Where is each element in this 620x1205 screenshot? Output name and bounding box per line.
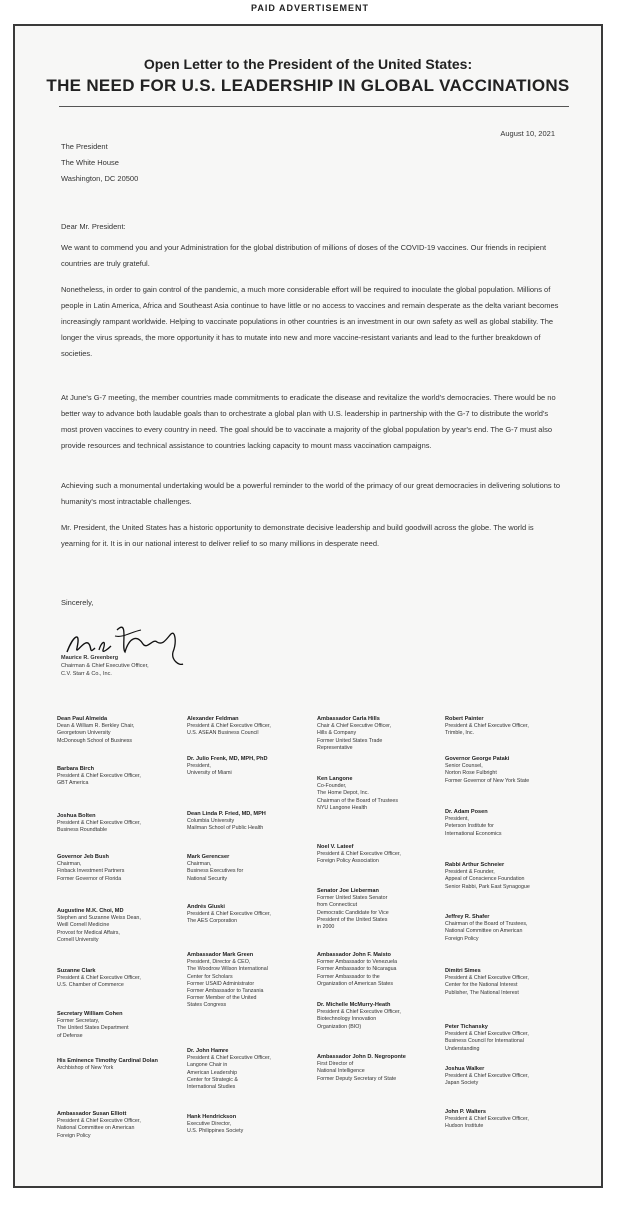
title-rule xyxy=(59,106,569,107)
signatory-name: Secretary William Cohen xyxy=(57,1011,123,1017)
signatory xyxy=(187,1048,317,1091)
signatory-affiliation: NYU Langone Health xyxy=(317,804,368,811)
signatory-affiliation: Foreign Policy xyxy=(57,1132,91,1139)
paragraph-text: Nonetheless, in order to gain control of the pandemic, a much more considerable effort will be required to inoculate the global population. Millions of people in Latin America, Africa and Southeast Asia continue to have little or no access to vaccines and remain desperate as the delta variant becomes increasingly rampant worldwide. Helping to vaccinate populations in other countries is an investment in our own safety as well as global stability. The longer the virus spreads, the more opportunity it has to mutate into new and more vaccine-resistant variants and lead to the further breakdown of societies. xyxy=(61,285,559,358)
signatory-affiliation: Business Executives for xyxy=(187,868,244,875)
signatory xyxy=(57,908,187,944)
signatory-affiliation: International Studies xyxy=(187,1084,236,1091)
signatory-affiliation: Hills & Company xyxy=(317,730,357,737)
signatory-affiliation: President & Chief Executive Officer, xyxy=(445,975,529,982)
signatory-affiliation: Foreign Policy xyxy=(445,935,479,942)
signatory-affiliation: Archbishop of New York xyxy=(57,1065,114,1072)
signatory-affiliation: Former Deputy Secretary of State xyxy=(317,1075,397,1082)
signatory-affiliation: Japan Society xyxy=(445,1080,479,1087)
signatory-affiliation: President & Chief Executive Officer, xyxy=(317,851,401,858)
signatory-affiliation: Foreign Policy Association xyxy=(317,858,379,865)
signatory-affiliation: First Director of xyxy=(317,1061,354,1068)
signatory xyxy=(317,888,447,931)
signatory-affiliation: President & Chief Executive Officer, xyxy=(57,773,141,780)
signatory-affiliation: President, xyxy=(445,816,469,823)
signatory-affiliation: American Leadership xyxy=(187,1069,238,1076)
signatory-affiliation: Former Ambassador to Tanzania xyxy=(187,988,264,995)
signatory-affiliation: President, Director & CEO, xyxy=(187,959,251,966)
signatory-affiliation: President & Founder, xyxy=(445,869,495,876)
signatory-affiliation: Cornell University xyxy=(57,936,99,943)
signatory-affiliation: Publisher, The National Interest xyxy=(445,989,519,996)
signatory-affiliation: Senior Rabbi, Park East Synagogue xyxy=(445,883,530,890)
signatory-affiliation: Chairman of the Board of Trustees xyxy=(317,797,398,804)
signatory-affiliation: President & Chief Executive Officer, xyxy=(187,1055,271,1062)
signatory-affiliation: Mailman School of Public Health xyxy=(187,825,264,832)
signatory-affiliation: The United States Department xyxy=(57,1025,129,1032)
signatory-affiliation: Former Secretary, xyxy=(57,1018,100,1025)
recipient-address xyxy=(61,139,138,187)
signatory xyxy=(57,1011,187,1040)
signatory-name: John P. Walters xyxy=(445,1109,487,1115)
signatory xyxy=(187,952,317,1010)
body-paragraph xyxy=(61,240,561,272)
signatory-affiliation: Hudson Institute xyxy=(445,1123,484,1130)
signatory-affiliation: The AES Corporation xyxy=(187,918,238,925)
signatory-affiliation: Norton Rose Fulbright xyxy=(445,770,497,777)
signatory-affiliation: Former Ambassador to Venezuela xyxy=(317,959,398,966)
body-paragraph xyxy=(61,390,561,454)
body-paragraph xyxy=(61,478,561,510)
signatory xyxy=(445,756,575,785)
signatory-affiliation: U.S. Philippines Society xyxy=(187,1128,244,1135)
signatory-name: Robert Painter xyxy=(445,716,484,722)
signatory-affiliation: Peterson Institute for xyxy=(445,823,494,830)
paragraph-text: Mr. President, the United States has a historic opportunity to demonstrate decisive leadership and build goodwill across the globe. The world is yearning for it. It is in our national interest to deliver relief to so many millions in desperate need. xyxy=(61,523,534,548)
signatory-affiliation: President & Chief Executive Officer, xyxy=(187,911,271,918)
signatory-name: Hank Hendrickson xyxy=(187,1114,237,1120)
signatory xyxy=(445,968,575,997)
signatory-name: Ambassador Mark Green xyxy=(187,952,254,958)
address-line: Washington, DC 20500 xyxy=(61,174,139,183)
signatory-affiliation: McDonough School of Business xyxy=(57,737,133,744)
signatory-affiliation: Co-Founder, xyxy=(317,783,347,790)
signatory-affiliation: of Defense xyxy=(57,1032,83,1039)
signatory xyxy=(317,1002,447,1031)
signatory-name: Augustine M.K. Choi, MD xyxy=(57,908,124,914)
signatory-name: Ambassador John D. Negroponte xyxy=(317,1054,406,1060)
signatory-affiliation: Provost for Medical Affairs, xyxy=(57,929,120,936)
signatory xyxy=(57,813,187,835)
address-line: The President xyxy=(61,142,108,151)
paragraph-text: We want to commend you and your Administration for the global distribution of millions of doses of the COVID-19 vaccines. Our friends in recipient countries are truly grateful. xyxy=(61,243,547,268)
paragraph-text: At June's G-7 meeting, the member countries made commitments to eradicate the disease and revitalize the world's democracies. There would be no better way to advance both laudable goals than to orchestrate a global plan with U.S. leadership in partnership with the G-7 to distribute the world's most proven vaccines to every country in need. The goal should be to vaccinate a majority of the global population by year's end. The G-7 must also provide resources and technical assistance to countries lacking capacity to mount mass vaccination campaigns. xyxy=(61,393,556,450)
signatory-affiliation: Chair & Chief Executive Officer, xyxy=(317,723,392,730)
letter-frame xyxy=(13,24,603,1188)
signatory-affiliation: Democratic Candidate for Vice xyxy=(317,909,389,916)
signatory-affiliation: Representative xyxy=(317,744,353,751)
signatory-affiliation: President, xyxy=(187,763,211,770)
signatory-name: Senator Joe Lieberman xyxy=(317,888,379,894)
signatory-affiliation: Finback Investment Partners xyxy=(57,868,125,875)
signatory-affiliation: U.S. ASEAN Business Council xyxy=(187,730,259,737)
signatory xyxy=(445,862,575,891)
signatory-affiliation: President & Chief Executive Officer, xyxy=(445,1031,529,1038)
signatory xyxy=(57,766,187,788)
signatory xyxy=(445,716,575,738)
signatory xyxy=(317,776,447,812)
signatory-affiliation: Former United States Senator xyxy=(317,895,388,902)
signatory-affiliation: The Woodrow Wilson International xyxy=(187,966,268,973)
signatory-affiliation: Executive Director, xyxy=(187,1121,232,1128)
signatory-affiliation: Business Roundtable xyxy=(57,827,108,834)
signatory-affiliation: Understanding xyxy=(445,1045,480,1052)
signatory-affiliation: Former USAID Administrator xyxy=(187,980,255,987)
signatory-affiliation: President & Chief Executive Officer, xyxy=(57,975,141,982)
signatory-affiliation: University of Miami xyxy=(187,770,232,777)
paid-advertisement-banner: PAID ADVERTISEMENT xyxy=(250,3,369,13)
signatory-name: Governor George Pataki xyxy=(445,756,510,762)
signatory-affiliation: Chairman, xyxy=(57,861,82,868)
signatory-name: Peter Tichansky xyxy=(445,1024,488,1030)
signatory-name: Dean Paul Almeida xyxy=(57,716,108,722)
signatory xyxy=(187,811,317,833)
signatory-name: Noel V. Lateef xyxy=(317,844,354,850)
signatory-name: Andrés Gluski xyxy=(187,904,225,910)
signatory xyxy=(317,844,447,866)
signatory-affiliation: Business Council for International xyxy=(445,1038,524,1045)
signatory xyxy=(445,1066,575,1088)
signatory-name: Ken Langone xyxy=(317,776,353,782)
letter-title: Open Letter to the President of the United States: xyxy=(143,56,473,72)
signatory-affiliation: GBT America xyxy=(57,780,89,787)
signatory-affiliation: Weill Cornell Medicine xyxy=(57,922,110,929)
letter-subtitle: THE NEED FOR U.S. LEADERSHIP IN GLOBAL VACCINATIONS xyxy=(46,76,570,95)
signatory-affiliation: Former Ambassador to the xyxy=(317,973,380,980)
signatory-name: Jeffrey R. Shafer xyxy=(445,914,490,920)
signatory-name: Suzanne Clark xyxy=(57,968,96,974)
signatory-affiliation: States Congress xyxy=(187,1002,227,1009)
signer-company: C.V. Starr & Co., Inc. xyxy=(61,671,112,677)
signatory-name: Ambassador Carla Hills xyxy=(317,716,380,722)
signatory xyxy=(57,1058,187,1072)
signatory-affiliation: Appeal of Conscience Foundation xyxy=(445,876,525,883)
signatory-affiliation: President & Chief Executive Officer, xyxy=(57,820,141,827)
signatory-affiliation: Former Governor of Florida xyxy=(57,875,122,882)
signatory-affiliation: President & Chief Executive Officer, xyxy=(445,723,529,730)
signatory-name: Joshua Bolten xyxy=(57,813,96,819)
signatory xyxy=(445,809,575,838)
signatory-affiliation: Trimble, Inc. xyxy=(445,730,474,737)
signatory-affiliation: Former United States Trade xyxy=(317,737,383,744)
signatory xyxy=(445,1024,575,1053)
signatory xyxy=(445,1109,575,1131)
signatory-affiliation: President of the United States xyxy=(317,916,388,923)
signatory xyxy=(187,716,317,738)
signatory-affiliation: U.S. Chamber of Commerce xyxy=(57,982,124,989)
signatory-affiliation: Senior Counsel, xyxy=(445,763,483,770)
signatory xyxy=(187,854,317,883)
signatory-affiliation: Former Governor of New York State xyxy=(445,777,530,784)
sign-off: Sincerely, xyxy=(61,598,94,607)
signatory-name: Dean Linda P. Fried, MD, MPH xyxy=(187,811,266,817)
signatory xyxy=(445,914,575,943)
signatory-affiliation: Georgetown University xyxy=(57,730,111,737)
signatory-affiliation: Former Member of the United xyxy=(187,995,257,1002)
signatory-name: Governor Jeb Bush xyxy=(57,854,109,860)
signatory-name: Ambassador Susan Elliott xyxy=(57,1111,127,1117)
signatory-affiliation: Center for Strategic & xyxy=(187,1076,238,1083)
signatory-name: Ambassador John F. Maisto xyxy=(317,952,391,958)
signatory xyxy=(187,1114,317,1136)
signatory-affiliation: Chairman of the Board of Trustees, xyxy=(445,921,528,928)
signatory-affiliation: Chairman, xyxy=(187,861,212,868)
salutation: Dear Mr. President: xyxy=(61,222,126,231)
signatory-name: Dimitri Simes xyxy=(445,968,481,974)
signatory-affiliation: Langone Chair in xyxy=(187,1062,228,1069)
signatory xyxy=(57,716,187,745)
signatory-affiliation: President & Chief Executive Officer, xyxy=(57,1118,141,1125)
signatory xyxy=(317,1054,447,1083)
signatory-affiliation: in 2000 xyxy=(317,924,335,931)
signatory-affiliation: President & Chief Executive Officer, xyxy=(445,1116,529,1123)
address-line: The White House xyxy=(61,158,119,167)
signatory-affiliation: Stephen and Suzanne Weiss Dean, xyxy=(57,915,141,922)
signatory-affiliation: National Committee on American xyxy=(57,1125,135,1132)
signatory-name: Alexander Feldman xyxy=(187,716,239,722)
signatory-affiliation: International Economics xyxy=(445,830,502,837)
signatory-affiliation: Organization (BIO) xyxy=(317,1023,362,1030)
signatory-name: Dr. Michelle McMurry-Heath xyxy=(317,1002,391,1008)
signatory-affiliation: The Home Depot, Inc. xyxy=(317,790,369,797)
signatory-affiliation: President & Chief Executive Officer, xyxy=(187,723,271,730)
signatory-affiliation: Center for the National Interest xyxy=(445,982,518,989)
paragraph-text: Achieving such a monumental undertaking would be a powerful reminder to the world of the primacy of our great democracies in delivering solutions to humanity's most intractable challenges. xyxy=(61,481,561,506)
signatory-affiliation: National Committee on American xyxy=(445,928,523,935)
signatory-affiliation: National Intelligence xyxy=(317,1068,365,1075)
signatory-affiliation: from Connecticut xyxy=(317,902,358,909)
signatory xyxy=(57,968,187,990)
body-paragraph xyxy=(61,520,561,552)
signatory-name: Joshua Walker xyxy=(445,1066,485,1072)
signatory xyxy=(317,952,447,988)
signatory-affiliation: Center for Scholars xyxy=(187,973,233,980)
signatory-affiliation: Organization of American States xyxy=(317,980,393,987)
signatory xyxy=(187,904,317,926)
signer-block xyxy=(61,654,149,678)
signatory-affiliation: National Security xyxy=(187,875,228,882)
signatory-affiliation: Former Ambassador to Nicaragua xyxy=(317,966,397,973)
signatory xyxy=(57,1111,187,1140)
signatory-affiliation: President & Chief Executive Officer, xyxy=(445,1073,529,1080)
body-paragraph xyxy=(61,282,561,362)
signatory xyxy=(317,716,447,752)
signatory-name: Dr. Adam Posen xyxy=(445,809,488,815)
signatory-affiliation: President & Chief Executive Officer, xyxy=(317,1009,401,1016)
signatory-name: Mark Gerencser xyxy=(187,854,230,860)
signatory xyxy=(187,756,317,778)
signer-name: Maurice R. Greenberg xyxy=(61,655,119,661)
signer-title: Chairman & Chief Executive Officer, xyxy=(61,663,149,669)
signatory-name: His Eminence Timothy Cardinal Dolan xyxy=(57,1058,158,1064)
signatory-name: Dr. Julio Frenk, MD, MPH, PhD xyxy=(187,756,268,762)
signatory-affiliation: Columbia University xyxy=(187,818,235,825)
letter-date: August 10, 2021 xyxy=(500,129,555,138)
signatory-name: Barbara Birch xyxy=(57,766,94,772)
signatory-affiliation: Biotechnology Innovation xyxy=(317,1016,377,1023)
signatory-affiliation: Dean & William R. Berkley Chair, xyxy=(57,723,135,730)
signatory-name: Rabbi Arthur Schneier xyxy=(445,862,505,868)
signatory xyxy=(57,854,187,883)
signatory-name: Dr. John Hamre xyxy=(187,1048,229,1054)
